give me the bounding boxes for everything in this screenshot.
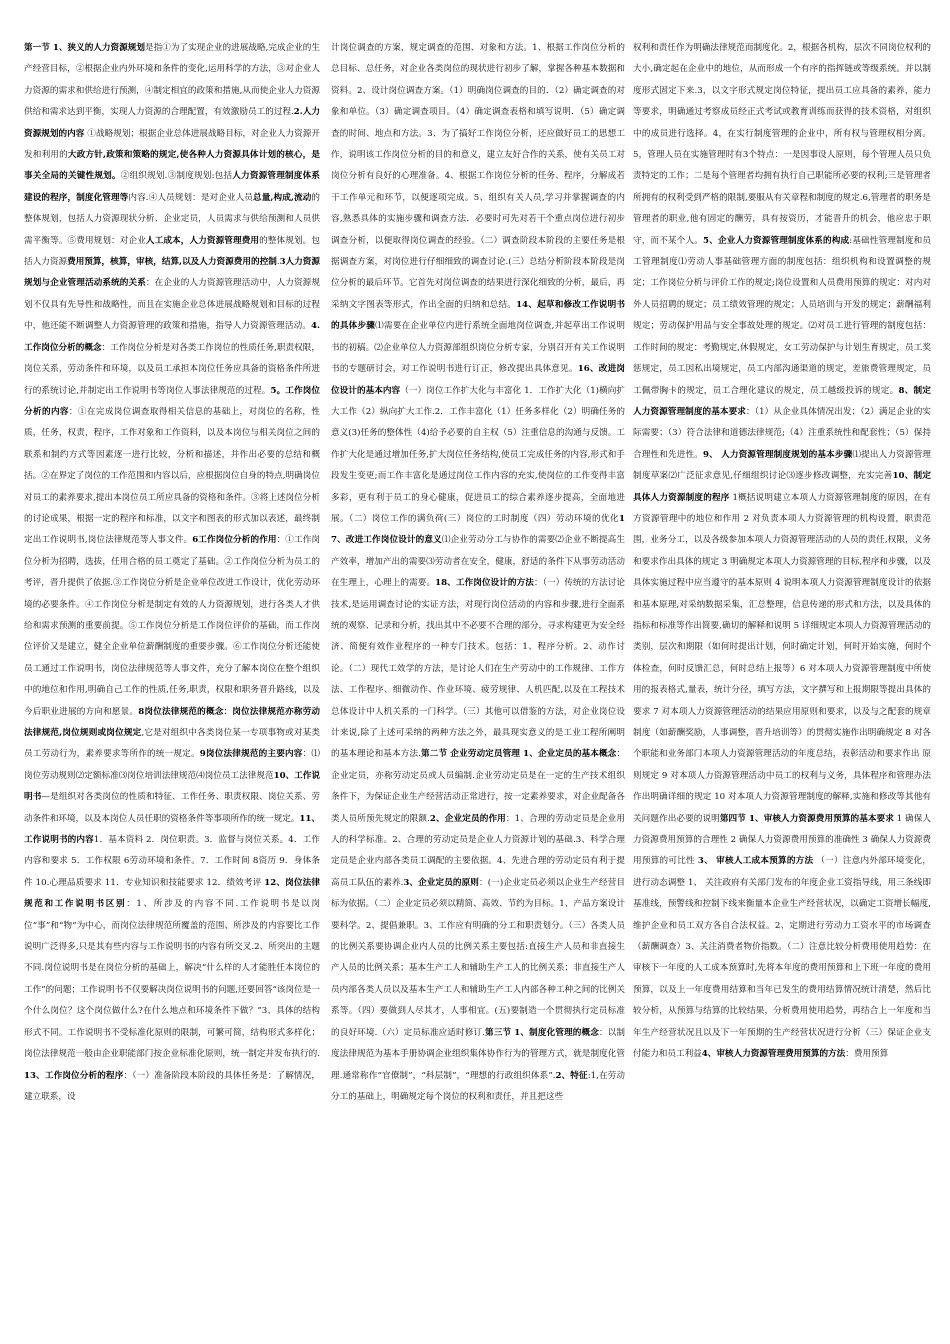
body-text: ⑴提出人力资源管理制度草案⑵广泛征求意见,仔细组织讨论⑶逐步修改调整，充实完善 [633, 449, 931, 482]
body-text: 的整体规划。包括人力资源 [24, 235, 320, 268]
section-heading-text: 5、企业人力资源管理制度体系的构成 [703, 235, 850, 246]
section-heading-text: 12、岗位法律规范和工作说明书区别 [24, 877, 320, 910]
section-heading-text: 2、企业定员的作用 [429, 813, 506, 824]
body-text: ：①在完成岗位调查取得相关信息的基础上，对岗位的名称，性质，任务，权责，程序，工作对象和工作资料，以及本岗位与相关岗位之间的联系和制约方式等因素逐一进行比较，分析和描述，并作出必要的总结和概括。②在界定了岗位的工作范围和内容以后，应根据岗位自身的特点,明确岗位对员工的素养要求,提出本岗位员工所应具备的资格和条件。③将上述岗位分析的讨论成果，根据一定的程序和标准，以文字和图表的形式加以表述，最终制定出工作说明书,岗位法律规范等人事文件。 [24, 406, 320, 546]
body-text: 1 确保人力资源费用预算的合理性 2 确保人力资源费用预算的准确性 3 确保人力资源费用预算的可比性 [633, 813, 931, 867]
body-text: ②组织规划.③制度规划:包括 [120, 171, 233, 182]
body-text: 1概括说明建立本项人力资源管理制度的原因，在有方资源管理中的地位和作用 2 对负责本项人力资源管理的机构设置，职责范围，业务分工，以及各级参加本项人力资源管理活动的人员的责任,权限，义务和要求作出具体的规定 3 明确规定本项人力资源管理的目标,程序和步骤，以及具体实施过程中应当遵守的基本原则 4 说明本项人力资源管理制度设计的依据和基本原理,对采纳数据采集，汇总整理，信息传递的形式和方法，以及具体的指标和标准等作出简要,确切的解释和说明 5 详细规定本项人力资源管理活动的类别，层次和期限（如何时提出计划，何时确定计划，何时开始实施，何时个体检查，何时反馈汇总，何时总结上报等）6 对本项人力资源管理制度中所使用的报表格式,量表，统计分径，填写方法，文字撰写和上报期限等提出具体的要求 7 对本项人力资源管理活动的结果应用原则和要求，以及与之配套的规章制度（如薪酬奖励，人事调整，晋升培训等）的贯彻实施作出明确规定 8 对各个职能和业务部门本项人力资源管理活动的年度总结，表彰活动和要求作出 原则规定 9 对本项人力资源管理活动中员工的权利与义务，具体程序和管理办法作出明确详细的规定 10 对本项人力资源管理制度的解释,实施和修改等其他有关问题作出必要的说明 [633, 492, 931, 824]
section-heading-text: 4、审核人力资源管理费用预算的方法 [701, 1049, 846, 1060]
section-heading-text: 3、 审核人工成本预算的方法 [697, 856, 814, 867]
section-heading-text: 10、制定具体人力资源制度的程序 [633, 471, 931, 503]
body-text: ：1、所涉及的内容不同.工作说明书是以岗位“事”和“物”为中心，而岗位法律规范所覆盖的范围、所涉及的内容要比工作说明广泛得多,只是其有些内容与工作说明书的内容有所交叉.2、所突出的主题不同.岗位说明书是在岗位分析的基础上，解决“什么样的人才能胜任本岗位的工作”的问题；工作说明书不仅要解决岗位说明书的问题,还要回答“该岗位是一个什么岗位？这个岗位做什么?在什么地点和环境条件下做？”3、具体的结构形式不同。工作说明书不受标准化原则的限制，可繁可简，结构形式多样化；岗位法律规范一般由企业职能部门按企业标准化原则，统一制定并发布执行的. [24, 899, 320, 1060]
section-heading-text: 3、企业定员的原则 [403, 877, 480, 888]
body-text: . [276, 257, 280, 268]
body-text: 的整体规划，包括人力资源现状分析、企业定员，人员需求与供给预测和人员供需平衡等。⑤费用规划：对企业 [24, 192, 320, 246]
section-heading-text: 第二节 企业劳动定员管理 1、企业定员的基本概念 [420, 749, 617, 760]
body-text: ：（1）从企业具体情况出发；（2）满足企业的实际需要；（3）符合法律和道德法律规范;（4）注重系统性和配套性；（5）保持合理性和先进性。 [633, 406, 931, 460]
section-heading-text: 5。工作岗位分析的内容 [24, 385, 320, 417]
text-column-3 [633, 38, 931, 1328]
section-heading-text: 人力资源管理制度体系建设的程序，制度化管理等 [24, 171, 320, 203]
body-text: 计岗位调查的方案，规定调查的范围、对象和方法。1、根据工作岗位分析的总目标、总任务，对企业各类岗位的现状进行初步了解，掌握各种基本数据和资料。2、设计岗位调查方案。（1）明确岗位调查的目的．（2）确定调查的对象和单位。（3）确定调查项目。（4）确定调查表格和填写说明．（5）确定调查的时间、地点和方法。3、为了搞好工作岗位分析，还应做好员工的思想工作，说明该工作岗位分析的目的和意义，建立友好合作的关系，使有关员工对岗位分析有良好的心理准备。4、根据工作岗位分析的任务、程序，分解成若干工作单元和环节，以便逐项完成。5、组织有关人员,学习并掌握调查的内容,熟悉具体的实施步骤和调查方法．必要时可先对若干个重点岗位进行初步调查分析，以便取得岗位调查的经验。（二）调查阶段本阶段的主要任务是根据调查方案，对岗位进行仔细细致的调查讨论.(三）总结分析阶段本阶段是岗位分析的最后环节。它首先对岗位调查的结果进行深化细致的分析，最后，再采纳文字图表等形式，作出全面的归纳和总结。 [331, 43, 625, 310]
section-heading-text: 8岗位法律规范的概念：岗位法律规范亦称劳动法律规范,岗位规则或岗位规定 [24, 706, 320, 738]
body-text: ：1、合理的劳动定员是企业用人的科学标准。2、合理的劳动定员是企业人力资源计划的基础.3、科学合理定员是企业内部各类员工调配的主要依据。4、先进合理的劳动定员有利于提高员工队伍的素养. [331, 813, 625, 888]
section-heading-text: 9、 人力资源管理制度规划的基本步骤 [703, 449, 853, 460]
section-heading-text: 4.工作岗位分析的概念 [24, 321, 320, 353]
text-column-1 [24, 38, 320, 1328]
body-text: ⑴企业劳动分工与协作的需要⑵企业不断提高生产效率，增加产出的需要⑶劳动者在安全，健康，舒适的条件下从事劳动活动在生理上，心理上的需要。 [331, 535, 625, 589]
body-text: ⑵对员工进行管理的制度包括：工作时间的规定：考勤规定,休假规定，女工劳动保护与计划生育规定，员工奖惩规定，员工因私出境规定，员工内部沟通渠道的规定，差旅费管理规定，员工佩带胸卡的规定，员工合理化建议的规定，员工越级投诉的规定。 [633, 321, 931, 396]
section-heading-text: 6工作岗位分析的作用 [192, 535, 277, 546]
section-heading-text: 2、特征 [555, 1070, 588, 1081]
body-text: （一）岗位工作扩大化与丰富化 1．工作扩大化（1)横向扩大工作（2）纵向扩大工作.2．工作丰富化（1）任务多样化（2）明确任务的意义(3)任务的整体性（4)给予必要的自主权（5）注重信息的沟通与反馈。工作扩大化是通过增加任务,扩大岗位任务结构,使员工完成任务的内容,形式和手段发生变更;而工作丰富化是通过岗位工作内容的充实,使岗位的工作变得丰富多彩，更有利于员工的身心健康，促进员工的综合素养逐步提高，全面地进展。（二）岗位工作的满负荷(三）岗位的工时制度（四）劳动环境的优化 [331, 385, 625, 524]
body-text: ：以制度法律规范为基本手册协调企业组织集体协作行为的管理方式，就是制度化管理.通常称作“官僚制”，“科层制”，“理想的行政组织体系”. [331, 1027, 625, 1081]
section-heading-text: 10、工作说明书 [24, 770, 320, 803]
body-text: —是组织对各类岗位的性质和特征、工作任务、职责权限、岗位关系、劳动条件和环境，以及本岗位人员任职的资格条件等事项所作的统一规定。 [24, 792, 320, 824]
body-text: 1．基本资料 2．岗位职责。3．监督与岗位关系。4．工作内容和要求 5．工作权限 6劳动环境和条件。7．工作时间 8资历 9．身体条件 10.心理品质要求 11．专业知识和技能要求 12．绩效考评 [24, 835, 320, 888]
body-text: :基础性管理制度和员工管理制度⑴劳动人事基础管理方面的制度包括：组织机构和设置调整的规定；工作岗位分析与评价工作的规定;岗位设置和人员费用预算的规定：对内对外人员招聘的规定；员工绩效管理的规定；人员培训与开发的规定；薪酬福利规定；劳动保护用品与安全事故处理的规定。 [633, 235, 931, 332]
body-text: （一）注意内外部环境变化，进行动态调整 1、 关注政府有关部门发布的年度企业工资指导线，用三条线即基准线，预警线和控制下线来衡量本企业生产经营状况，以确定工资增长幅度,维护企业和员工双方各自合法权益。2、定期进行劳动力工资水平的市场调查（薪酬调查）3、关注消费者物价指数。（二）注意比较分析费用使用趋势：在审核下一年度的人工成本预算时,先将本年度的费用预算和上下班一年度的费用预算，以及上一年度费用结算和当年已发生的费用结算情况统计清楚，然后比较分析，从预算与结算的比较结果，分析费用使用趋势，再结合上一年度和当年生产经营状况且以及下一年预期的生产经营状况进行分析（三）保证企业支付能力和员工利益 [633, 856, 931, 1060]
section-heading-text: 8、制定人力资源管理制度的基本要求 [633, 385, 931, 417]
section-heading-text: 2.人力资源规划的内容 [24, 107, 320, 139]
body-text: ：（一）准备阶段本阶段的具体任务是：了解情况，建立联系，设 [24, 1070, 320, 1102]
section-heading-text: 第三节 1、制度化管理的概念 [484, 1027, 599, 1038]
section-heading-text: 9岗位法律规范的主要内容 [199, 749, 303, 760]
body-text: 内容.④人员规划：是对企业人员 [128, 192, 254, 203]
body-text: ,它是对组织中各类岗位某一专项事物或对某类员工劳动行为，素养要求等所作的统一规定。 [24, 728, 320, 760]
section-heading-text: 大政方针,政策和策略的规定,使各种人力资源具体计划的核心，是事关全局的关键性规划。 [24, 150, 320, 182]
body-text: ：工作岗位分析是对各类工作岗位的性质任务,职责权限，岗位关系，劳动条件和环境，以及员工承担本岗位任务应具备的资格条件所进行的系统讨论,并制定出工作说明书等岗位人事法律规范的过程。 [24, 342, 320, 396]
section-heading-text: 18、工作岗位设计的方法 [435, 578, 534, 589]
section-heading-text: 人工成本，人力资源管理费用 [145, 235, 260, 246]
body-text: ：⑴岗位劳动规则⑵定额标准⑶岗位培训法律规范⑷岗位员工法律规范 [24, 749, 320, 781]
body-text: ：①工作岗位分析为招聘，选拔，任用合格的员工奠定了基础。②工作岗位分析为员工的考评，晋升提供了依据.③工作岗位分析是企业单位改进工作设计，优化劳动环境的必要条件。④工作岗位分析是制定有效的人力资源规划，进行各类人才供给和需求预测的重要前提。⑤工作岗位分析是工作岗位评价的基础，而工作岗位评价又是建立，健全企业单位薪酬制度的重要步骤。⑥工作岗位分析还能使员工通过工作说明书，岗位法律规范等人事文件，充分了解本岗位在整个组织中的地位和作用,明确自己工作的性质,任务,职责，权限和职务晋升路线，以及今后职业进展的方向和愿景。 [24, 535, 320, 717]
section-heading-text: 第四节 1、审核人力资源费用预算的基本要求 [719, 813, 894, 824]
body-text: ：企业定员，亦称劳动定员或人员编制.企业劳动定员是在一定的生产技术组织条件下，为保证企业生产经营活动正常进行，按一定素养要求，对企业配备各类人员所预先规定的限额. [331, 749, 625, 824]
section-heading-text: 费用预算，核算，审核，结算,以及人力资源费用的控制 [67, 257, 277, 268]
text-column-2 [331, 38, 625, 1328]
section-heading-text: 总量,构成,流动 [253, 192, 312, 203]
section-heading-text: 13、工作岗位分析的程序 [24, 1070, 124, 1081]
section-heading-text: 3人力资源规划与企业管理活动系统的关系 [24, 257, 320, 289]
section-heading-text: 11、工作说明书的内容 [24, 813, 320, 846]
body-text: ①战略规划；根据企业总体进展战略目标，对企业人力资源开发和利用的 [24, 128, 320, 161]
section-heading-text: 17、改进工作岗位设计的意义 [331, 513, 625, 546]
body-text: ：（一）传统的方法讨论技术,是运用调查讨论的实证方法，对现行岗位活动的内容和步骤,进行全面系统的观察、记录和分析，找出其中不必要不合理的部分，寻求构建更为安全经济、简便有效作业程序的一种专门技术。包括：1、程序分析。2、动作讨论。（二）现代工效学的方法，是讨论人们在生产劳动中的工作规律、工作方法、工作程序、细微动作、作业环境、疲劳规律、人机匹配,以及在工程技术总体设计中人机关系的一门科学。（三）其他可以借鉴的方法，对企业岗位设计来说,除了上述可采纳的两种方法之外，最具现实意义的是工业工程所阐明的基本理论和基本方法. [331, 578, 625, 760]
body-text: ：(一)企业定员必须以企业生产经营目标为依据。（二）企业定员必须以精简、高效、节约为目标。1、产品方案设计要科学。2、提倡兼职。3、工作应有明确的分工和职责划分。（三）各类人员的比例关系要协调企业内人员的比例关系主要包括:直接生产人员和非直接生产人员的比例关系；基本生产工人和辅助生产工人的比例关系；非直接生产人员内部各类人员以及基本生产工人和辅助生产工人内部各种工种之间的比例关系等。（四）要做到人尽其才，人事相宜。(五)要制造一个贯彻执行定员标准的良好环境.（六）定员标准应适时修订. [331, 877, 625, 1038]
body-text: ⑴需要在企业单位内进行系统全面地岗位调查,并起草出工作说明书的初稿。⑵企业单位人力资源部组织岗位分析专家，分别召开有关工作说明书的专题研讨会，对工作说明书进行订正，修改提出具体意见。 [331, 321, 625, 375]
body-text: ：费用预算 [845, 1049, 889, 1060]
body-text: 是指①为了实现企业的进展战略,完成企业的生产经营目标，②根据企业内外环境和条件的变化,运用科学的方法，③对企业人力资源的需求和供给进行预测，④制定相宜的政策和措施,从而使企业人力资源供给和需求达到平衡，实现人力资源的合理配置，有效激励员工的过程. [24, 43, 320, 118]
body-text: 权利和责任作为明确法律规范而制度化。2，根据各机构，层次不同岗位权利的大小,确定起在企业中的地位，从而形成一个有序的指挥链或等级系统。并以制度形式固定下来.3，以文字形式规定岗位特征，提出员工应具备的素养，能力等要求，明确通过考察成员经正式考试或教育训练而获得的技术资格，对组织中的成员进行选择。4，在实行制度管理的企业中，所有权与管理权相分离。5，管理人员在实施管理时有3个特点：一是因事设人原则，每个管理人员只负责特定的工作；二是每个管理者均拥有执行自己职能所必要的权利;三是管理者所拥有的权利受到严格的限制,要服从有关章程和制度的规定.6,管理者的职务是管理者的职业,他有固定的酬劳，具有按资历，才能晋升的机会，他应忠于职守，而不某个人。 [633, 43, 931, 246]
body-text: ：在企业的人力资源管理活动中，人力资源规划不仅具有先导性和战略性，而且在实施企业总体进展战略规划和目标的过程中，他还能不断调整人力资源管理的政策和措施，指导人力资源管理活动。 [24, 278, 320, 332]
section-heading-text: 16、改进岗位设计的基本内容 [331, 364, 625, 396]
section-heading-text: 第一节 1、狭义的人力资源规划 [24, 43, 145, 53]
body-text: :1,在劳动分工的基础上，明确规定每个岗位的权利和责任，并且把这些 [331, 1070, 625, 1102]
section-heading-text: 14、起草和修改工作说明书的具体步骤 [331, 299, 625, 332]
